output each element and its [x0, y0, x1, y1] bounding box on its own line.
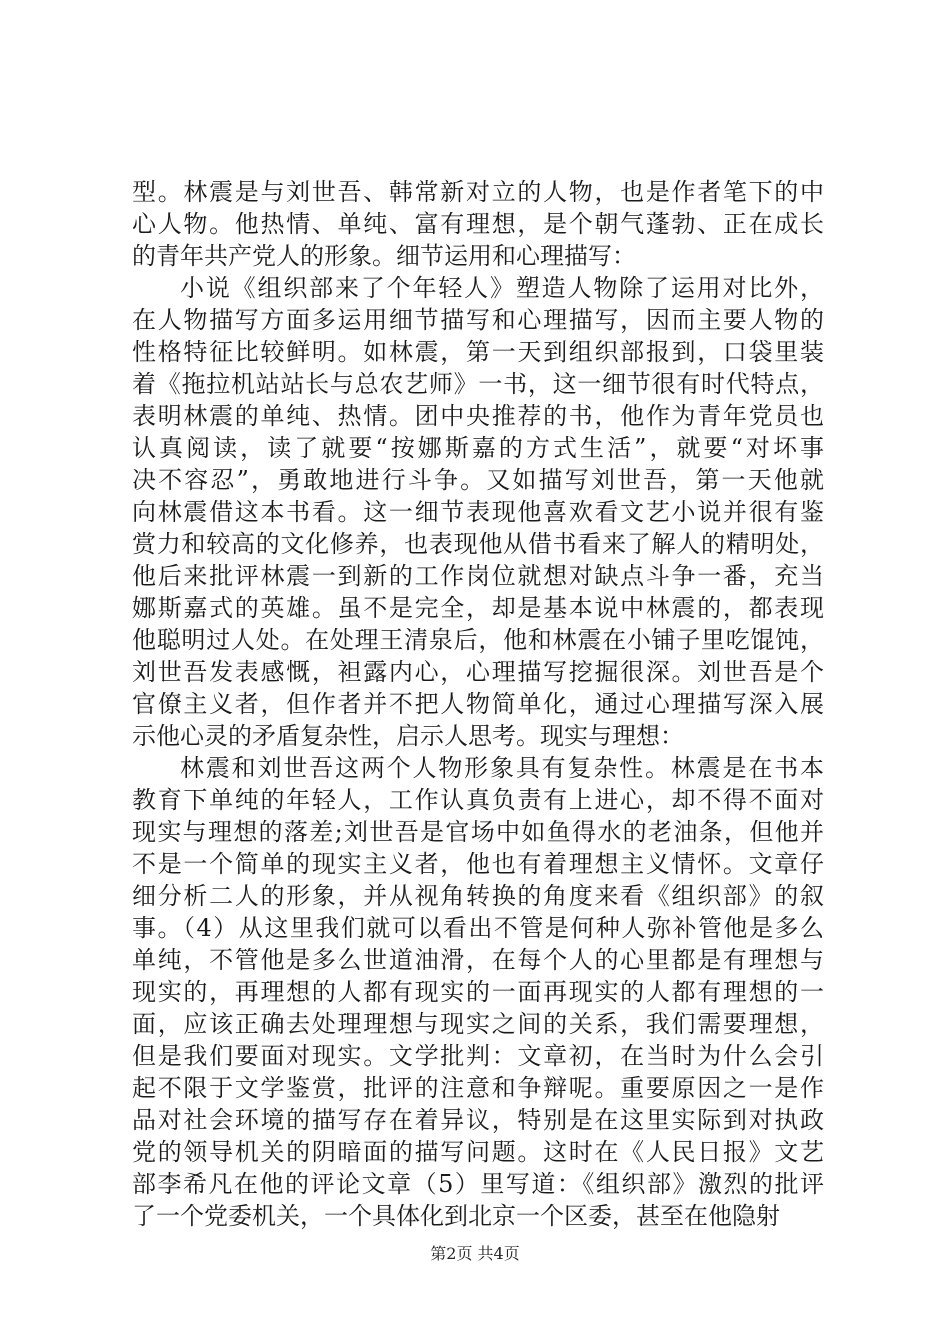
- text-line: 表明林震的单纯、热情。团中央推荐的书，他作为青年党员也: [132, 402, 824, 430]
- text-line: 单纯，不管他是多么世道油滑，在每个人的心里都是有理想与: [132, 946, 824, 974]
- text-line: 现实与理想的落差;刘世吾是官场中如鱼得水的老油条，但他并: [132, 818, 824, 846]
- document-body: [132, 176, 824, 1232]
- text-line: 他后来批评林震一到新的工作岗位就想对缺点斗争一番，充当: [132, 562, 824, 590]
- text-line: 向林震借这本书看。这一细节表现他喜欢看文艺小说并很有鉴: [132, 498, 824, 526]
- paragraph: [132, 752, 824, 1232]
- text-line: 起不限于文学鉴赏，批评的注意和争辩呢。重要原因之一是作: [132, 1074, 824, 1102]
- text-line: 教育下单纯的年轻人，工作认真负责有上进心，却不得不面对: [132, 786, 824, 814]
- text-line: 型。林震是与刘世吾、韩常新对立的人物，也是作者笔下的中: [132, 178, 824, 206]
- text-line: 细分析二人的形象，并从视角转换的角度来看《组织部》的叙: [132, 882, 824, 910]
- paragraph: [132, 272, 824, 752]
- text-line: 品对社会环境的描写存在着异议，特别是在这里实际到对执政: [132, 1106, 824, 1134]
- text-line: 了一个党委机关，一个具体化到北京一个区委，甚至在他隐射: [132, 1202, 780, 1230]
- text-line: 不是一个简单的现实主义者，他也有着理想主义情怀。文章仔: [132, 850, 824, 878]
- text-line: 性格特征比较鲜明。如林震，第一天到组织部报到，口袋里装: [132, 338, 824, 366]
- text-line: 着《拖拉机站站长与总农艺师》一书，这一细节很有时代特点，: [132, 370, 824, 398]
- text-line: 但是我们要面对现实。文学批判：文章初，在当时为什么会引: [132, 1042, 824, 1070]
- text-line: 的青年共产党人的形象。细节运用和心理描写：: [132, 242, 636, 270]
- text-line: 部李希凡在他的评论文章（5）里写道：《组织部》激烈的批评: [132, 1170, 824, 1198]
- page-footer: [0, 1244, 950, 1264]
- text-line: 他聪明过人处。在处理王清泉后，他和林震在小铺子里吃馄饨，: [132, 626, 824, 654]
- text-line: 认真阅读，读了就要“按娜斯嘉的方式生活”，就要“对坏事: [132, 434, 824, 462]
- text-line: 现实的，再理想的人都有现实的一面再现实的人都有理想的一: [132, 978, 824, 1006]
- text-line: 赏力和较高的文化修养，也表现他从借书看来了解人的精明处，: [132, 530, 824, 558]
- text-line: 党的领导机关的阴暗面的描写问题。这时在《人民日报》文艺: [132, 1138, 824, 1166]
- text-line: 小说《组织部来了个年轻人》塑造人物除了运用对比外，: [180, 274, 824, 302]
- text-line: 面，应该正确去处理理想与现实之间的关系，我们需要理想，: [132, 1010, 824, 1038]
- paragraph: [132, 176, 824, 272]
- text-line: 林震和刘世吾这两个人物形象具有复杂性。林震是在书本: [180, 754, 824, 782]
- text-line: 心人物。他热情、单纯、富有理想，是个朝气蓬勃、正在成长: [132, 210, 824, 238]
- text-line: 事。（4）从这里我们就可以看出不管是何种人弥补管他是多么: [132, 914, 824, 942]
- text-line: 决不容忍”，勇敢地进行斗争。又如描写刘世吾，第一天他就: [132, 466, 824, 494]
- text-line: 刘世吾发表感慨，袒露内心，心理描写挖掘很深。刘世吾是个: [132, 658, 824, 686]
- text-line: 示他心灵的矛盾复杂性，启示人思考。现实与理想：: [132, 722, 684, 750]
- text-line: 娜斯嘉式的英雄。虽不是完全，却是基本说中林震的，都表现: [132, 594, 824, 622]
- text-line: 官僚主义者，但作者并不把人物简单化，通过心理描写深入展: [132, 690, 824, 718]
- text-line: 在人物描写方面多运用细节描写和心理描写，因而主要人物的: [132, 306, 824, 334]
- page-number: 第2页 共4页: [430, 1244, 520, 1263]
